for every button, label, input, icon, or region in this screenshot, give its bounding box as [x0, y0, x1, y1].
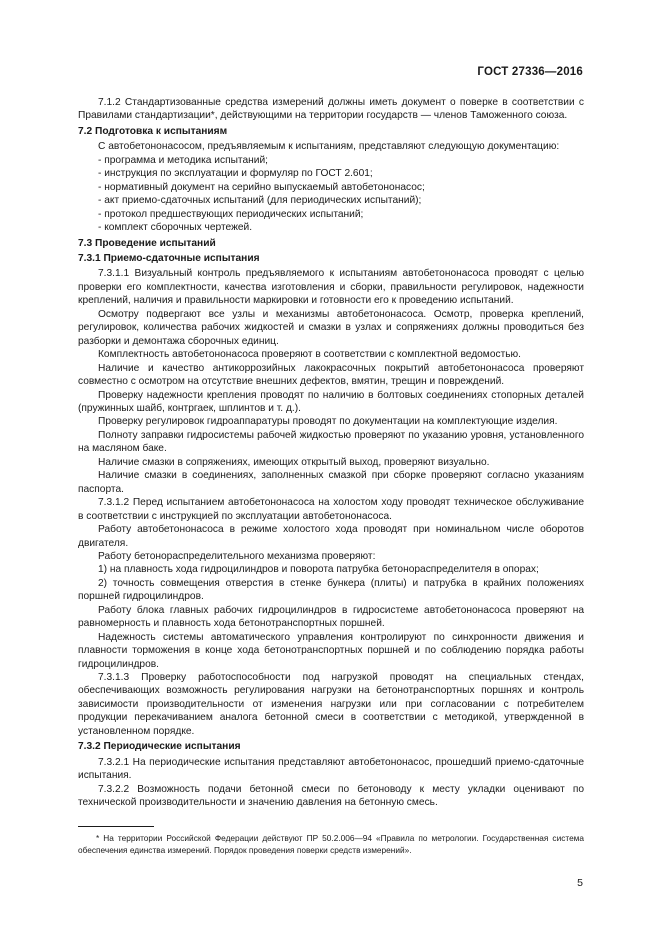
page-number: 5 [577, 877, 583, 889]
paragraph-hydraulic-adjustment: Проверку регулировок гидроаппаратуры проводят по документации на комплектующие изделия. [98, 416, 558, 428]
list-item: - комплект сборочных чертежей. [78, 221, 584, 234]
paragraph-inspection: Осмотру подвергают все узлы и механизмы автобетононасоса. Осмотр, проверка креплений, регулировок, количества рабочих жидкостей и смазки в узлах и сопряжениях должны проводиться без разборки и демонтажа сборочных единиц. [78, 308, 584, 347]
documentation-list [78, 154, 584, 235]
paragraph-7-3-2-1: 7.3.2.1 На периодические испытания представляют автобетононасос, прошедший приемо-сдаточные испытания. [78, 756, 584, 782]
paragraph-bolts: Проверку надежности крепления проводят по наличию в болтовых соединениях стопорных деталей (пружинных шайб, контргаек, шплинтов и т. д.). [78, 389, 584, 414]
paragraph-distributor-intro: Работу бетонораспределительного механизма проверяют: [98, 550, 376, 562]
footnote-separator [78, 826, 154, 827]
paragraph-7-3-1-2: 7.3.1.2 Перед испытанием автобетононасоса на холостом ходу проводят техническое обслуживание в соответствии с инструкцией по эксплуатации автобетононасоса. [78, 497, 584, 522]
paragraph-7-3-2-2: 7.3.2.2 Возможность подачи бетонной смеси по бетоноводу к месту укладки оценивают по технической производительности и значению давления на бетонную смесь. [78, 783, 584, 809]
list-item: - программа и методика испытаний; [78, 154, 584, 167]
footnote: * На территории Российской Федерации действуют ПР 50.2.006—94 «Правила по метрологии. Государственная система обеспечения единства измерений. Порядок проведения поверки средств измерений». [78, 833, 584, 855]
paragraph-7-3-1-1: 7.3.1.1 Визуальный контроль предъявляемого к испытаниям автобетононасоса проводят с целью проверки его комплектности, качества изготовления и сборки, правильности регулировок, надежности креплений, наличия и правильности маркировки и готовности его к проведению испытаний. [78, 268, 584, 307]
paragraph-main-cylinders: Работу блока главных рабочих гидроцилиндров в гидросистеме автобетононасоса проверяют на равномерность и плавность хода бетонотранспортных поршней. [78, 604, 584, 630]
paragraph-automatic-control: Надежность системы автоматического управления контролируют по синхронности движения и плавности торможения в конце хода бетонотранспортных поршней и по соблюдению порядка работы гидроцилиндров. [78, 631, 584, 670]
document-body [78, 96, 584, 810]
paragraph-idle-mode: Работу автобетононасоса в режиме холостого хода проводят при номинальном числе оборотов двигателя. [78, 524, 584, 549]
paragraph-fill-level: Полноту заправки гидросистемы рабочей жидкостью проверяют по указанию уровня, установленного на масляном баке. [78, 429, 584, 455]
paragraph-distributor-check-2: 2) точность совмещения отверстия в стенке бункера (плиты) и патрубка в крайних положениях поршней гидроцилиндров. [78, 577, 584, 603]
list-item: - протокол предшествующих периодических испытаний; [78, 208, 584, 221]
paragraph-documentation-intro: С автобетононасосом, предъявляемым к испытаниям, представляют следующую документацию: [98, 141, 560, 153]
paragraph-grease-closed: Наличие смазки в соединениях, заполненных смазкой при сборке проверяют согласно указаниям паспорта. [78, 470, 584, 495]
paragraph-7-3-1-3: 7.3.1.3 Проверку работоспособности под нагрузкой проводят на специальных стендах, обеспечивающих возможность регулирования нагрузки на бетонотранспортных поршнях и контроль зависимости производительности от изменения нагрузки или при согласовании с потребителем продукции перекачиванием аналога бетонной смеси в соответствии с методикой, утвержденной в установленном порядке. [78, 672, 584, 737]
section-heading-7-3: 7.3 Проведение испытаний [78, 237, 216, 249]
list-item: - акт приемо-сдаточных испытаний (для периодических испытаний); [78, 194, 584, 207]
paragraph-distributor-check-1: 1) на плавность хода гидроцилиндров и поворота патрубка бетонораспределителя в опорах; [98, 564, 539, 576]
list-item: - нормативный документ на серийно выпускаемый автобетононасос; [78, 181, 584, 194]
paragraph-coating: Наличие и качество антикоррозийных лакокрасочных покрытий автобетононасоса проверяют совместно с осмотром на отсутствие внешних дефектов, вмятин, трещин и повреждений. [78, 362, 584, 388]
document-header: ГОСТ 27336—2016 [477, 66, 583, 78]
paragraph-grease-open: Наличие смазки в сопряжениях, имеющих открытый выход, проверяют визуально. [98, 456, 490, 468]
list-item: - инструкция по эксплуатации и формуляр по ГОСТ 2.601; [78, 167, 584, 180]
paragraph-completeness: Комплектность автобетононасоса проверяют в соответствии с комплектной ведомостью. [98, 349, 522, 361]
section-heading-7-3-2: 7.3.2 Периодические испытания [78, 741, 241, 753]
section-heading-7-3-1: 7.3.1 Приемо-сдаточные испытания [78, 252, 260, 264]
paragraph-7-1-2: 7.1.2 Стандартизованные средства измерений должны иметь документ о поверке в соответствии с Правилами стандартизации*, действующими на территории государств — членов Таможенного союза. [78, 97, 584, 122]
section-heading-7-2: 7.2 Подготовка к испытаниям [78, 125, 228, 137]
